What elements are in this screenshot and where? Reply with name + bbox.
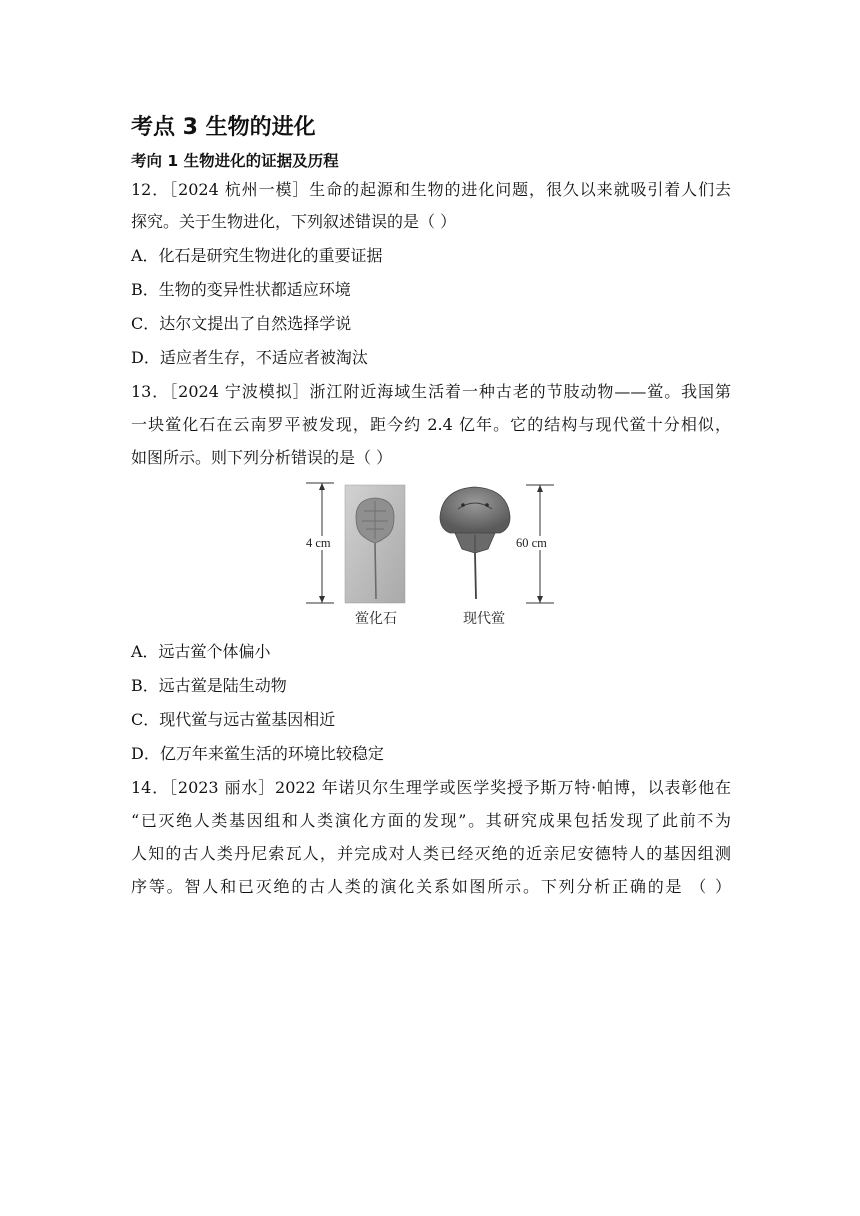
fossil-size-label: 4 cm [306, 536, 331, 550]
modern-size-label: 60 cm [516, 536, 547, 550]
q12-stem-line-1: 12．［2024 杭州一模］生命的起源和生物的进化问题，很久以来就吸引着人们去 [131, 180, 731, 199]
q13-stem-line-1: 13．［2024 宁波模拟］浙江附近海域生活着一种古老的节肢动物——鲎。我国第 [131, 382, 731, 401]
q14-stem-line-2: “已灭绝人类基因组和人类演化方面的发现”。其研究成果包括发现了此前不为 [131, 811, 731, 830]
q13-option-c: C．现代鲎与远古鲎基因相近 [131, 710, 336, 729]
modern-caption: 现代鲎 [463, 611, 505, 627]
q12-option-b: B．生物的变异性状都适应环境 [131, 280, 351, 299]
q12-option-c: C．达尔文提出了自然选择学说 [131, 314, 352, 333]
figure-illustration [300, 477, 560, 629]
q12-option-d: D．适应者生存，不适应者被淘汰 [131, 348, 368, 367]
subsection-title: 考向 1 生物进化的证据及历程 [131, 152, 339, 170]
q12-stem-line-2: 探究。关于生物进化，下列叙述错误的是（ ） [131, 212, 457, 231]
q13-option-d: D．亿万年来鲎生活的环境比较稳定 [131, 744, 384, 763]
q13-stem-line-2: 一块鲎化石在云南罗平被发现，距今约 2.4 亿年。它的结构与现代鲎十分相似， [131, 415, 731, 434]
q14-stem-line-1: 14．［2023 丽水］2022 年诺贝尔生理学或医学奖授予斯万特·帕博，以表彰他在 [131, 778, 731, 797]
q13-option-a: A．远古鲎个体偏小 [131, 642, 271, 661]
modern-crab-image [440, 487, 510, 599]
q12-option-a: A．化石是研究生物进化的重要证据 [131, 246, 383, 265]
q13-stem-line-3: 如图所示。则下列分析错误的是（ ） [131, 448, 393, 467]
fossil-image [345, 485, 405, 603]
q14-stem-line-4: 序等。智人和已灭绝的古人类的演化关系如图所示。下列分析正确的是 （ ） [131, 877, 731, 896]
fossil-caption: 鲎化石 [355, 611, 397, 627]
q13-option-b: B．远古鲎是陆生动物 [131, 676, 287, 695]
q14-stem-line-3: 人知的古人类丹尼索瓦人，并完成对人类已经灭绝的近亲尼安德特人的基因组测 [131, 844, 731, 863]
horseshoe-crab-figure [300, 477, 560, 629]
section-title: 考点 3 生物的进化 [131, 115, 316, 140]
